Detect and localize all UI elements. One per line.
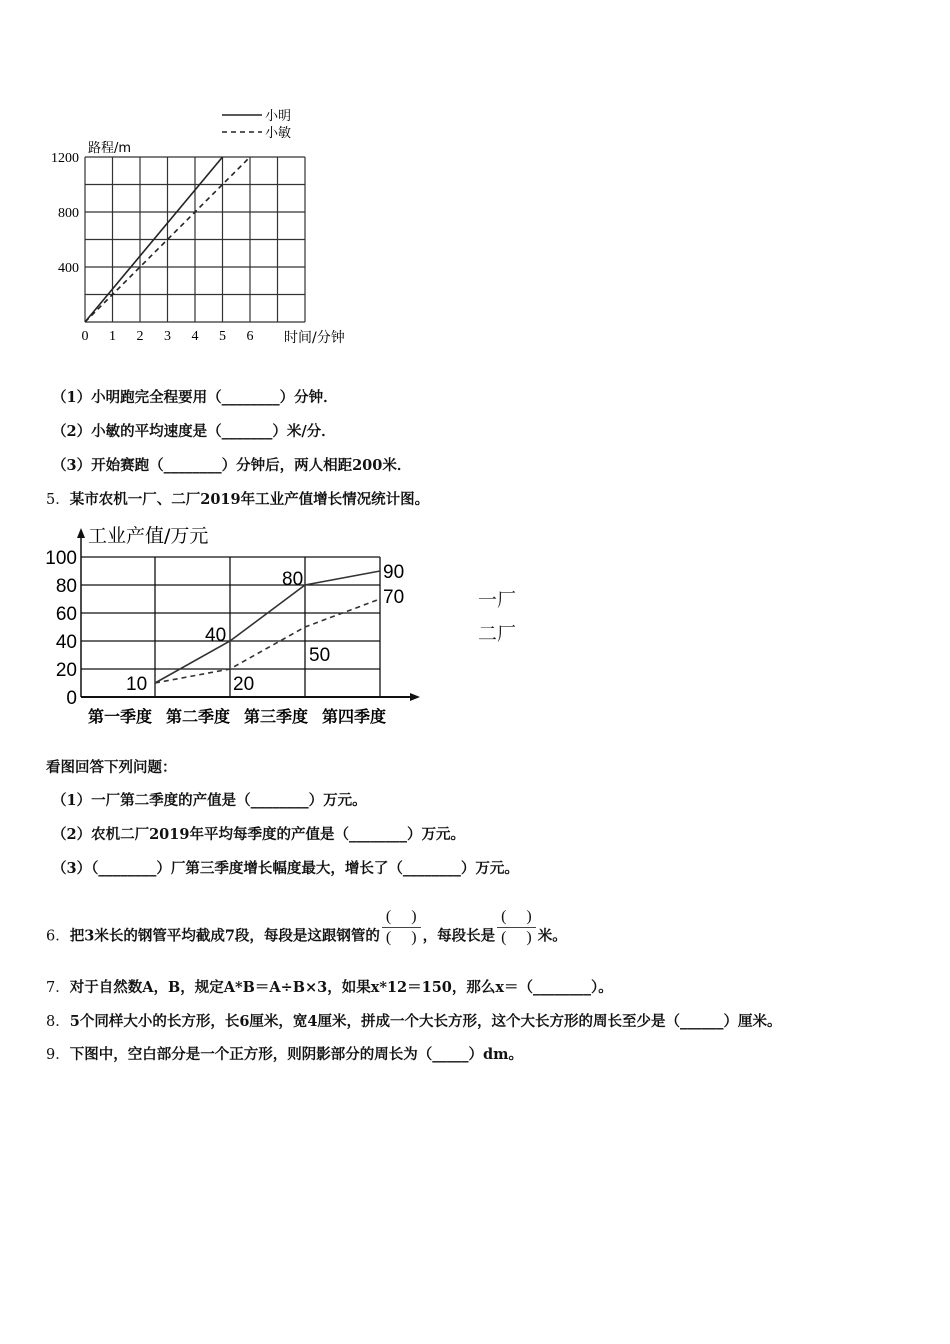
q4-sub1: （1）小明跑完全程要用（________）分钟．	[52, 389, 338, 406]
q5-sub2: （2）农机二厂2019年平均每季度的产值是（________）万元。	[52, 826, 465, 843]
y-tick-label: 20	[55, 660, 77, 681]
y-tick-label: 40	[55, 632, 77, 653]
x-tick-label: 0	[81, 329, 89, 344]
q9: 9．下图中，空白部分是一个正方形，则阴影部分的周长为（_____）dm。	[46, 1046, 523, 1063]
x-tick-label: 第四季度	[321, 707, 387, 726]
legend-factory-1: 一厂	[478, 589, 517, 611]
data-label: 10	[126, 674, 148, 695]
data-label: 40	[205, 625, 227, 646]
data-label: 80	[282, 569, 304, 590]
y-tick-label: 1200	[51, 151, 79, 166]
x-tick-label: 5	[219, 329, 226, 344]
legend-label-2: 小敏	[265, 126, 292, 141]
y-tick-label: 400	[58, 261, 79, 276]
q5-prompt: 看图回答下列问题：	[46, 759, 177, 776]
y-axis-label: 工业产值/万元	[88, 525, 209, 547]
data-label: 20	[233, 674, 255, 695]
q7: 7．对于自然数A，B，规定A*B＝A÷B×3，如果x*12＝150，那么x＝（________）。	[46, 979, 613, 996]
y-axis-arrow	[77, 528, 85, 538]
data-label: 70	[383, 587, 405, 608]
industrial-output-chart	[0, 0, 450, 740]
data-label: 50	[309, 645, 331, 666]
x-tick-label: 6	[246, 329, 254, 344]
x-tick-label: 3	[164, 329, 171, 344]
x-tick-label: 4	[191, 329, 199, 344]
q4-sub2: （2）小敏的平均速度是（_______）米/分．	[52, 423, 336, 440]
fraction-blank-2[interactable]: $\frac{( )}{( )}$	[497, 907, 536, 948]
x-tick-label: 第二季度	[165, 707, 231, 726]
q4-sub3: （3）开始赛跑（________）分钟后，两人相距200米．	[52, 457, 412, 474]
x-tick-label: 2	[136, 329, 144, 344]
fraction-blank-1[interactable]: $\frac{( )}{( )}$	[382, 907, 421, 948]
data-label: 90	[383, 562, 405, 583]
q5-sub1: （1）一厂第二季度的产值是（________）万元。	[52, 792, 367, 809]
y-tick-label: 0	[66, 688, 77, 709]
q5-sub3: （3）（________）厂第三季度增长幅度最大，增长了（________）万元。	[52, 860, 519, 877]
y-tick-label: 60	[55, 604, 77, 625]
series-line-1	[155, 571, 380, 683]
legend-label-1: 小明	[265, 109, 292, 124]
q6: 6．把3米长的钢管平均截成7段，每段是这跟钢管的 $\frac{( )}{( )}$ ，每段长是 $\frac{( )}{( )}$ 米。	[46, 908, 567, 946]
q5-title: 5．某市农机一厂、二厂2019年工业产值增长情况统计图。	[46, 491, 430, 508]
y-axis-label: 路程/m	[88, 141, 132, 156]
y-tick-label: 80	[55, 576, 77, 597]
x-axis-label: 时间/分钟	[284, 330, 345, 346]
legend-factory-2: 二厂	[478, 623, 517, 645]
x-tick-label: 1	[109, 329, 116, 344]
y-tick-label: 800	[58, 206, 79, 221]
q8: 8．5个同样大小的长方形，长6厘米，宽4厘米，拼成一个大长方形，这个大长方形的周长至少是（______）厘米。	[46, 1013, 782, 1030]
x-tick-label: 第一季度	[87, 707, 153, 726]
x-tick-label: 第三季度	[243, 707, 309, 726]
x-axis-arrow	[410, 693, 420, 701]
y-tick-label: 100	[45, 548, 77, 569]
